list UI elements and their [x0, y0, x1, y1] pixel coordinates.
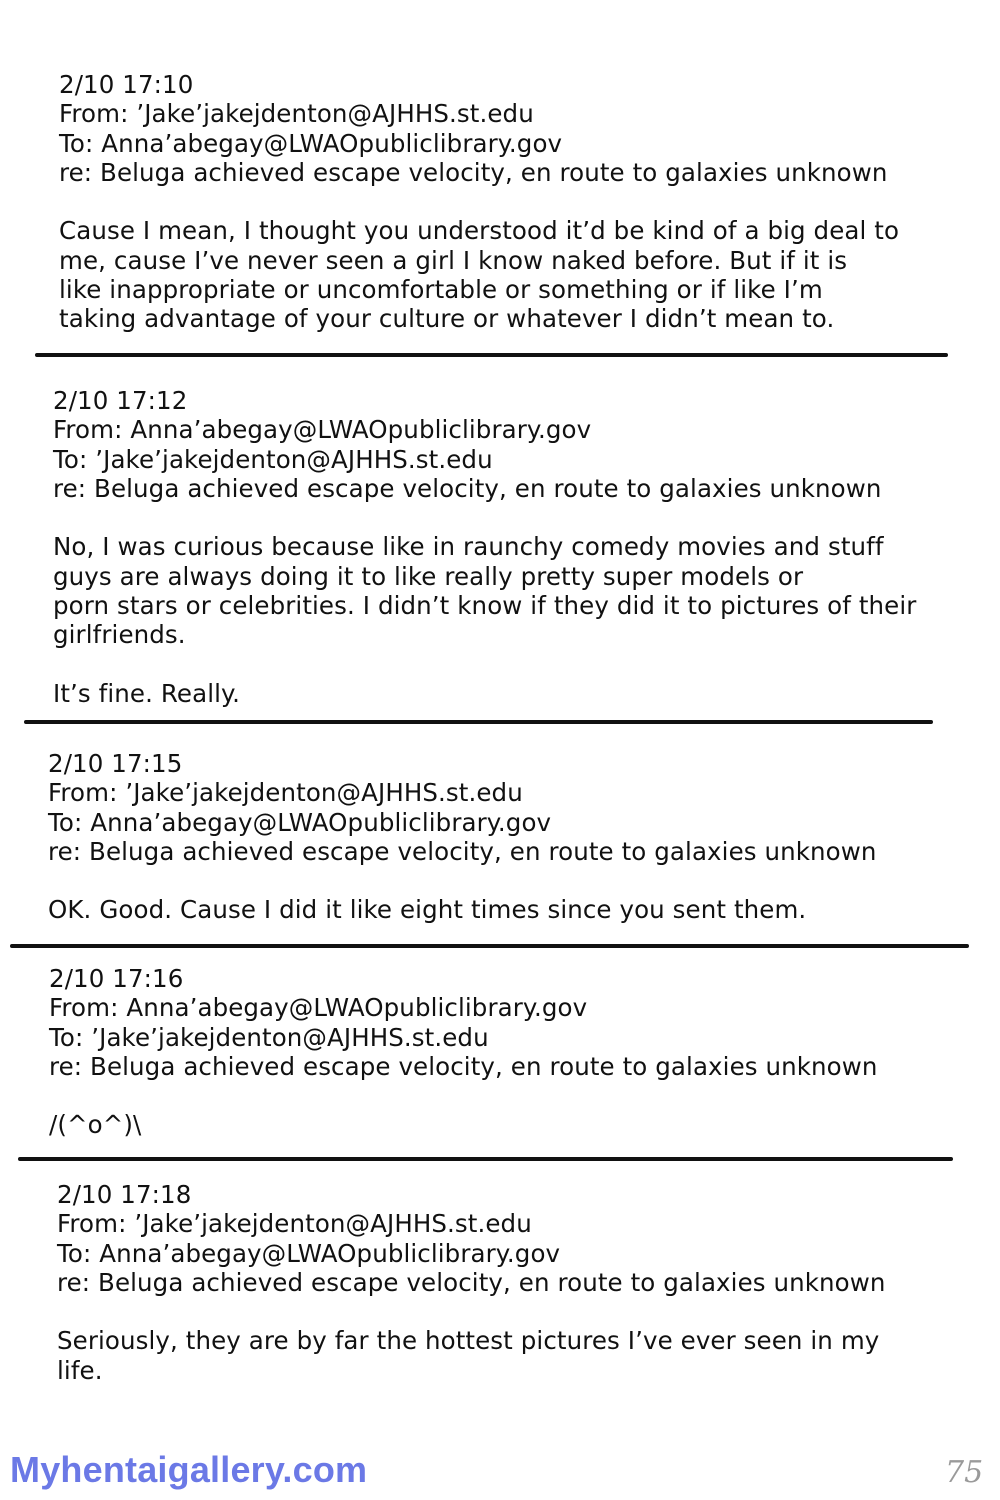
- email-body-line: guys are always doing it to like really pretty super models or: [53, 561, 804, 591]
- email-from: From: ’Jake’jakejdenton@AJHHS.st.edu: [57, 1209, 532, 1239]
- email-from: From: ’Jake’jakejdenton@AJHHS.st.edu: [48, 778, 523, 808]
- email-message-4: [49, 964, 878, 1140]
- email-to: To: ’Jake’jakejdenton@AJHHS.st.edu: [53, 444, 493, 474]
- email-message-2: [53, 386, 916, 708]
- spacer: [49, 1081, 878, 1110]
- email-body-line: /(^o^)\: [49, 1110, 142, 1140]
- message-divider: [10, 944, 969, 948]
- spacer: [53, 503, 916, 532]
- email-body-line: me, cause I’ve never seen a girl I know naked before. But if it is: [59, 245, 848, 275]
- email-from: From: Anna’abegay@LWAOpubliclibrary.gov: [53, 415, 592, 445]
- email-subject: re: Beluga achieved escape velocity, en route to galaxies unknown: [48, 836, 877, 866]
- email-message-1: [59, 70, 899, 334]
- email-to: To: Anna’abegay@LWAOpubliclibrary.gov: [57, 1238, 561, 1268]
- email-body-line: It’s fine. Really.: [53, 678, 240, 708]
- email-datetime: 2/10 17:16: [49, 964, 184, 993]
- email-body-line: No, I was curious because like in raunchy comedy movies and stuff: [53, 532, 884, 562]
- email-datetime: 2/10 17:18: [57, 1180, 192, 1209]
- spacer: [53, 650, 916, 679]
- email-to: To: Anna’abegay@LWAOpubliclibrary.gov: [59, 128, 563, 158]
- email-body-line: like inappropriate or uncomfortable or something or if like I’m: [59, 275, 823, 305]
- page-number: 75: [945, 1455, 984, 1490]
- email-body-line: taking advantage of your culture or whatever I didn’t mean to.: [59, 304, 835, 334]
- spacer: [48, 866, 877, 895]
- spacer: [57, 1297, 886, 1326]
- message-divider: [24, 720, 933, 724]
- email-body-line: porn stars or celebrities. I didn’t know if they did it to pictures of their: [53, 591, 917, 621]
- email-subject: re: Beluga achieved escape velocity, en route to galaxies unknown: [57, 1267, 886, 1297]
- email-body-line: Cause I mean, I thought you understood it’d be kind of a big deal to: [59, 216, 900, 246]
- email-subject: re: Beluga achieved escape velocity, en route to galaxies unknown: [49, 1051, 878, 1081]
- email-body-line: life.: [57, 1355, 103, 1385]
- email-body-line: Seriously, they are by far the hottest pictures I’ve ever seen in my: [57, 1326, 880, 1356]
- email-datetime: 2/10 17:12: [53, 386, 188, 415]
- email-body-line: OK. Good. Cause I did it like eight times since you sent them.: [48, 895, 807, 925]
- email-to: To: ’Jake’jakejdenton@AJHHS.st.edu: [49, 1022, 489, 1052]
- email-to: To: Anna’abegay@LWAOpubliclibrary.gov: [48, 807, 552, 837]
- message-divider: [18, 1157, 953, 1161]
- email-subject: re: Beluga achieved escape velocity, en route to galaxies unknown: [59, 157, 888, 187]
- spacer: [59, 187, 899, 216]
- email-from: From: Anna’abegay@LWAOpubliclibrary.gov: [49, 993, 588, 1023]
- message-divider: [35, 353, 948, 357]
- email-body-line: girlfriends.: [53, 620, 186, 650]
- watermark: Myhentaigallery.com: [10, 1449, 368, 1490]
- email-from: From: ’Jake’jakejdenton@AJHHS.st.edu: [59, 99, 534, 129]
- email-message-3: [48, 749, 877, 925]
- email-message-5: [57, 1180, 886, 1385]
- email-datetime: 2/10 17:15: [48, 749, 183, 778]
- email-datetime: 2/10 17:10: [59, 70, 194, 99]
- email-subject: re: Beluga achieved escape velocity, en route to galaxies unknown: [53, 473, 882, 503]
